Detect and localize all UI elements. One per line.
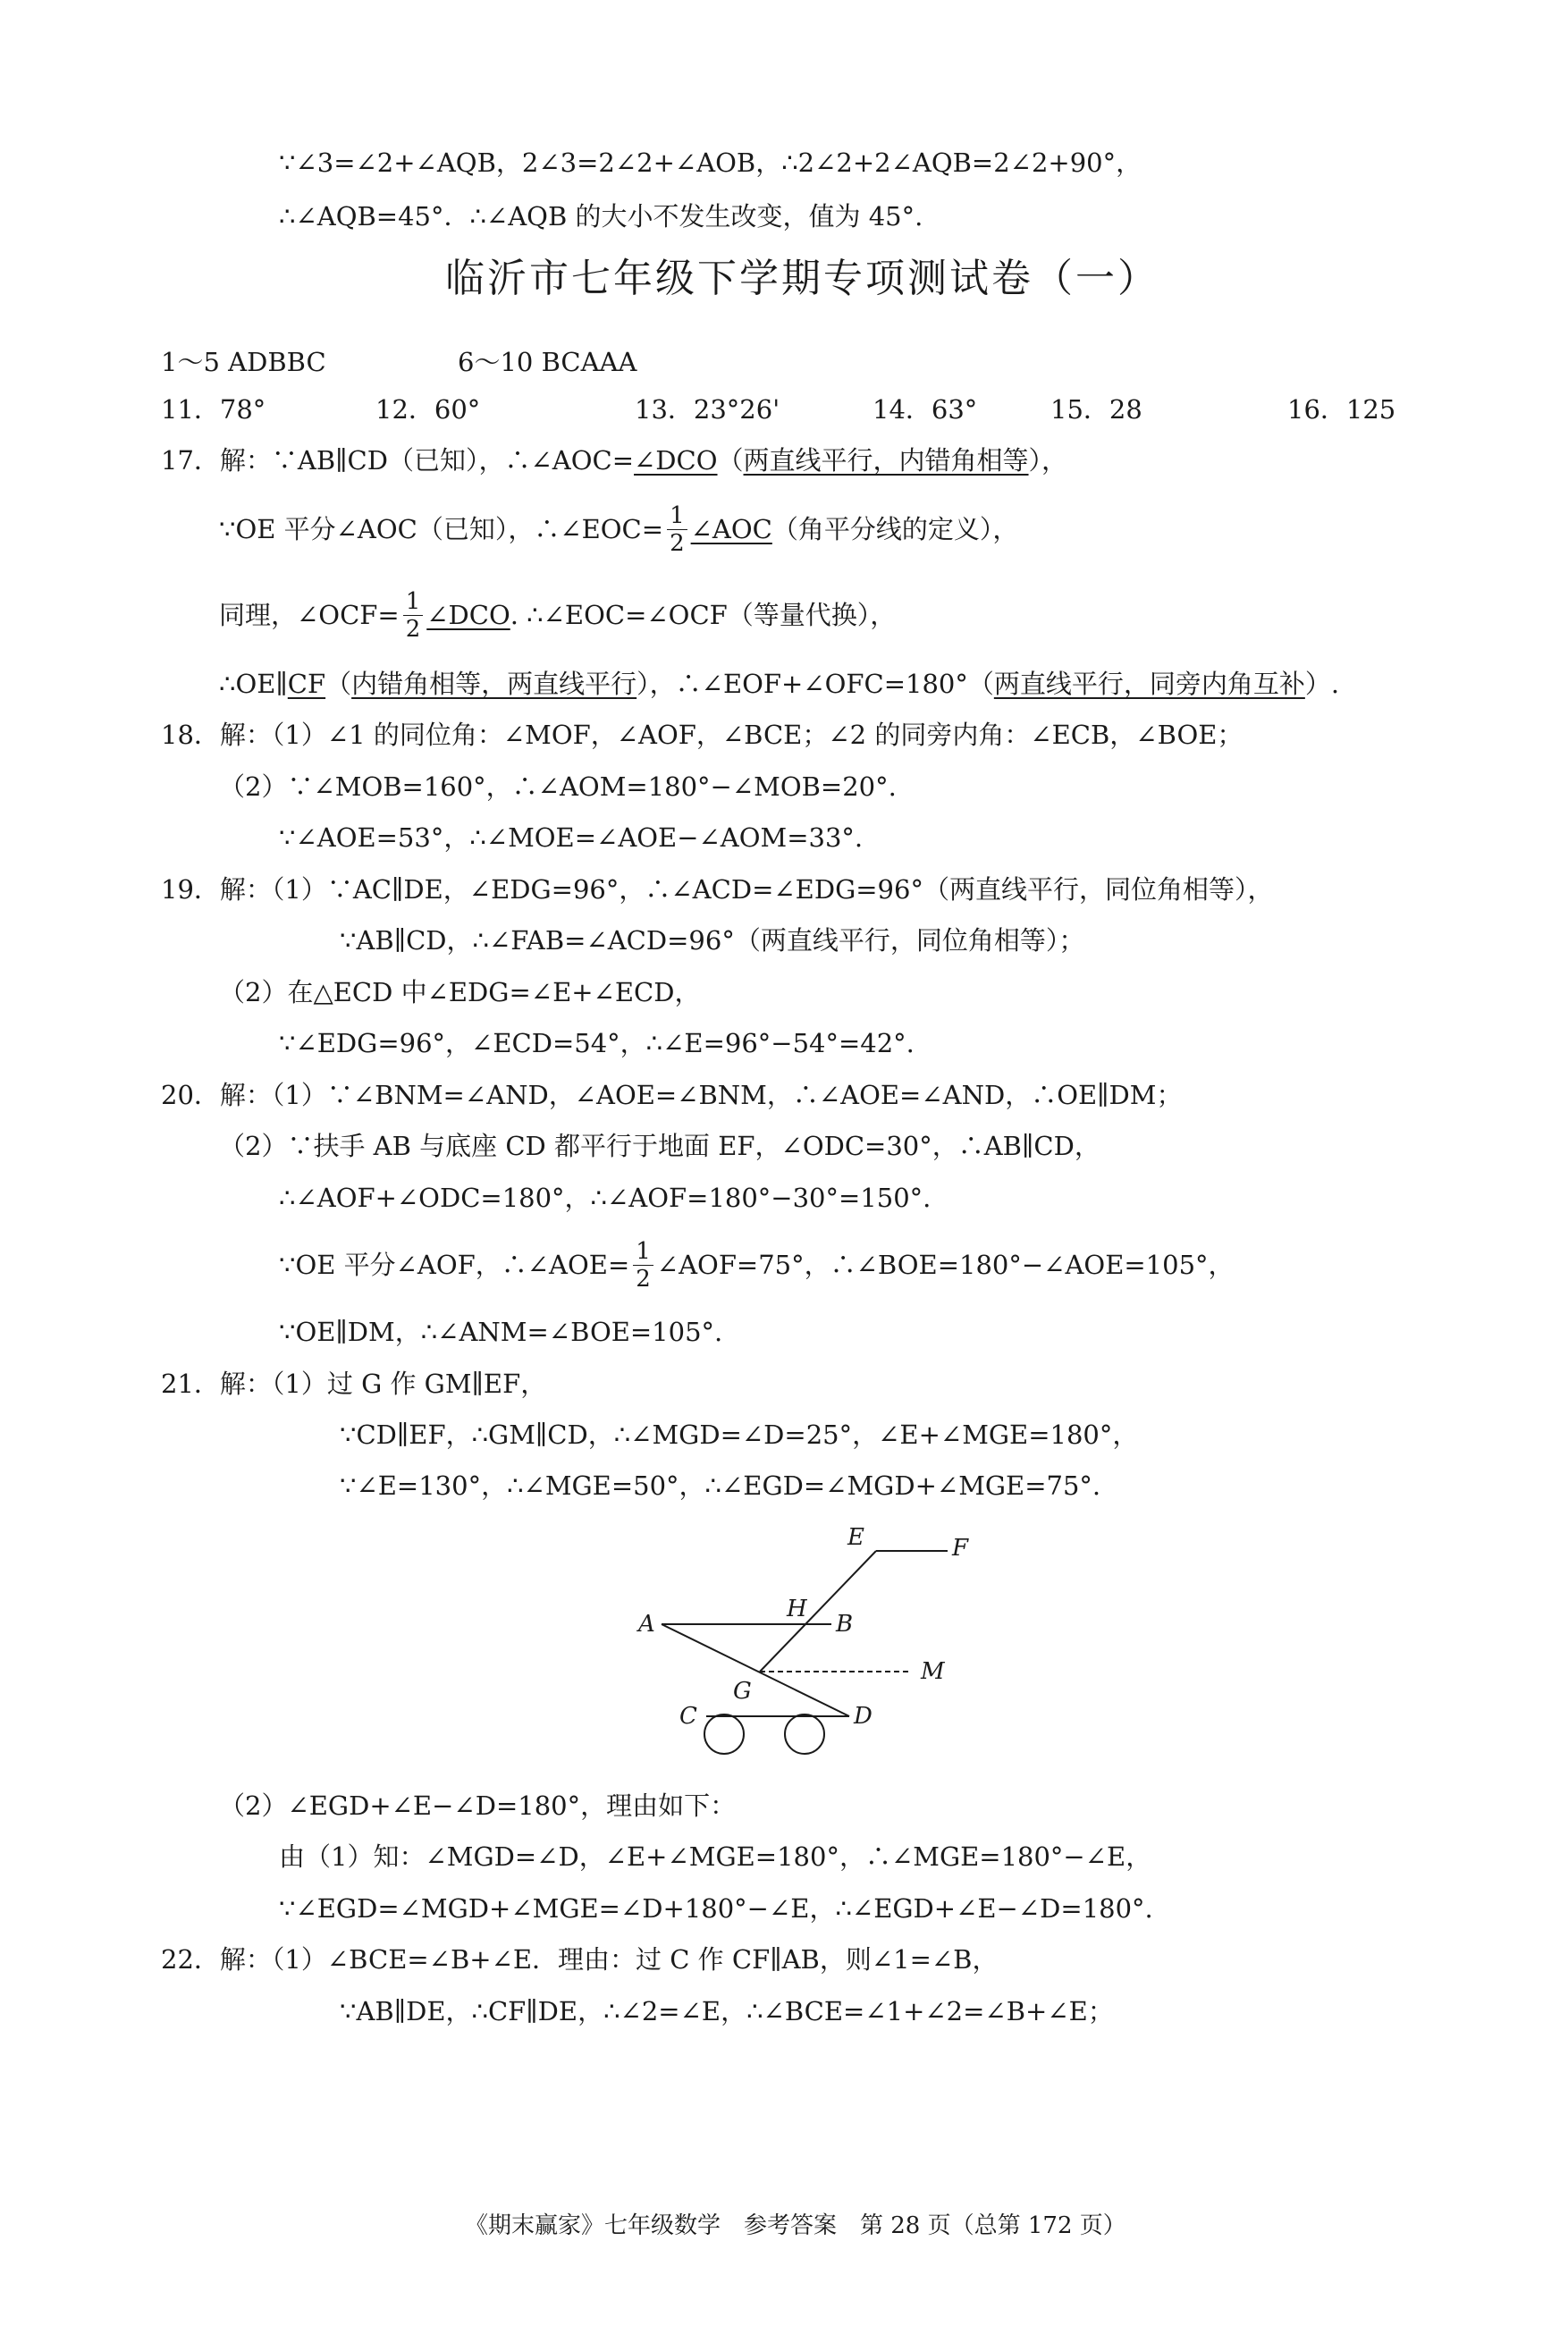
q21-line-4: （2）∠EGD+∠E−∠D=180°，理由如下： [219,1790,737,1821]
q21-line-3: ∵∠E=130°，∴∠MGE=50°，∴∠EGD=∠MGD+∠MGE=75°. [340,1470,1101,1501]
geometry-figure [608,1520,983,1779]
q19-line-2: ∵AB∥CD，∴∠FAB=∠ACD=96°（两直线平行，同位角相等）； [340,925,1085,956]
label-F: F [952,1535,969,1562]
fill-answer-14: 14．63° [873,394,978,425]
label-M: M [921,1658,945,1685]
q21-line-6: ∵∠EGD=∠MGD+∠MGE=∠D+180°−∠E，∴∠EGD+∠E−∠D=180°. [279,1893,1153,1924]
q19-line-4: ∵∠EDG=96°，∠ECD=54°，∴∠E=96°−54°=42°. [279,1028,915,1058]
q17-line-3: 同理，∠OCF= $\frac{1}{2}$ ∠DCO . ∴∠EOC=∠OCF（等量代换）， [219,587,897,643]
fraction-half: $\frac{1}{2}$ [403,588,424,643]
top-line-2: ∴∠AQB=45°．∴∠AQB 的大小不发生改变，值为 45°. [279,201,923,232]
q20-line-5: ∵OE∥DM，∴∠ANM=∠BOE=105°. [279,1317,723,1347]
label-E: E [847,1524,864,1551]
label-A: A [638,1611,655,1638]
fill-answer-13: 13．23°26' [635,394,780,425]
fill-answer-11: 11．78° [161,394,266,425]
label-H: H [787,1596,807,1622]
fill-answer-12: 12．60° [375,394,481,425]
q18-line-2: （2）∵∠MOB=160°，∴∠AOM=180°−∠MOB=20°. [219,771,897,802]
q17-line-2: ∵OE 平分∠AOC（已知），∴∠EOC= $\frac{1}{2}$ ∠AOC （角平分线的定义）， [219,501,1019,557]
top-line-1: ∵∠3=∠2+∠AQB，2∠3=2∠2+∠AOB，∴2∠2+2∠AQB=2∠2+90°， [279,147,1142,178]
q17-line-1: 17．解：∵AB∥CD（已知），∴∠AOC=∠DCO（两直线平行，内错角相等）， [161,445,1068,476]
q20-line-1: 20．解：（1）∵∠BNM=∠AND，∠AOE=∠BNM，∴∠AOE=∠AND，∴OE∥DM； [161,1080,1183,1110]
q22-line-1: 22．解：（1）∠BCE=∠B+∠E．理由：过 C 作 CF∥AB，则∠1=∠B， [161,1944,999,1975]
q20-line-2: （2）∵扶手 AB 与底座 CD 都平行于地面 EF，∠ODC=30°，∴AB∥CD， [219,1131,1100,1161]
fraction-half: $\frac{1}{2}$ [633,1238,653,1293]
mc-answers-2: 6～10 BCAAA [458,347,637,377]
q17-line-4: ∴OE∥CF（内错角相等，两直线平行），∴∠EOF+∠OFC=180°（两直线平行，同旁内角互补）. [219,669,1340,699]
label-G: G [733,1678,752,1705]
q19-line-1: 19．解：（1）∵AC∥DE，∠EDG=96°，∴∠ACD=∠EDG=96°（两直线平行，同位角相等）， [161,874,1274,905]
q20-line-4: ∵OE 平分∠AOF，∴∠AOE= $\frac{1}{2}$ ∠AOF=75°，∴∠BOE=180°−∠AOE=105°， [279,1237,1235,1293]
page-footer: 《期末赢家》七年级数学 参考答案 第 28 页（总第 172 页） [465,2212,1126,2239]
q18-line-1: 18．解：（1）∠1 的同位角：∠MOF，∠AOF，∠BCE；∠2 的同旁内角：∠ECB，∠BOE； [161,720,1243,750]
q19-line-3: （2）在△ECD 中∠EDG=∠E+∠ECD， [219,977,701,1007]
q20-line-3: ∴∠AOF+∠ODC=180°，∴∠AOF=180°−30°=150°. [279,1183,932,1213]
fraction-half: $\frac{1}{2}$ [667,502,687,557]
fill-answer-16: 16．125 [1287,394,1396,425]
q21-line-2: ∵CD∥EF，∴GM∥CD，∴∠MGD=∠D=25°，∠E+∠MGE=180°， [340,1420,1139,1450]
q21-line-5: 由（1）知：∠MGD=∠D，∠E+∠MGE=180°，∴∠MGE=180°−∠E， [279,1841,1152,1872]
label-D: D [854,1703,873,1730]
wheel-left [704,1714,744,1754]
label-C: C [679,1703,697,1730]
q18-line-3: ∵∠AOE=53°，∴∠MOE=∠AOE−∠AOM=33°. [279,822,864,853]
mc-answers-1: 1～5 ADBBC [161,347,326,377]
page-title: 临沂市七年级下学期专项测试卷（一） [445,256,1159,301]
wheel-right [785,1714,824,1754]
segment-EG [760,1551,876,1672]
label-B: B [836,1611,854,1638]
q21-line-1: 21．解：（1）过 G 作 GM∥EF， [161,1369,547,1399]
q22-line-2: ∵AB∥DE，∴CF∥DE，∴∠2=∠E，∴∠BCE=∠1+∠2=∠B+∠E； [340,1996,1114,2026]
fill-answer-15: 15．28 [1050,394,1142,425]
